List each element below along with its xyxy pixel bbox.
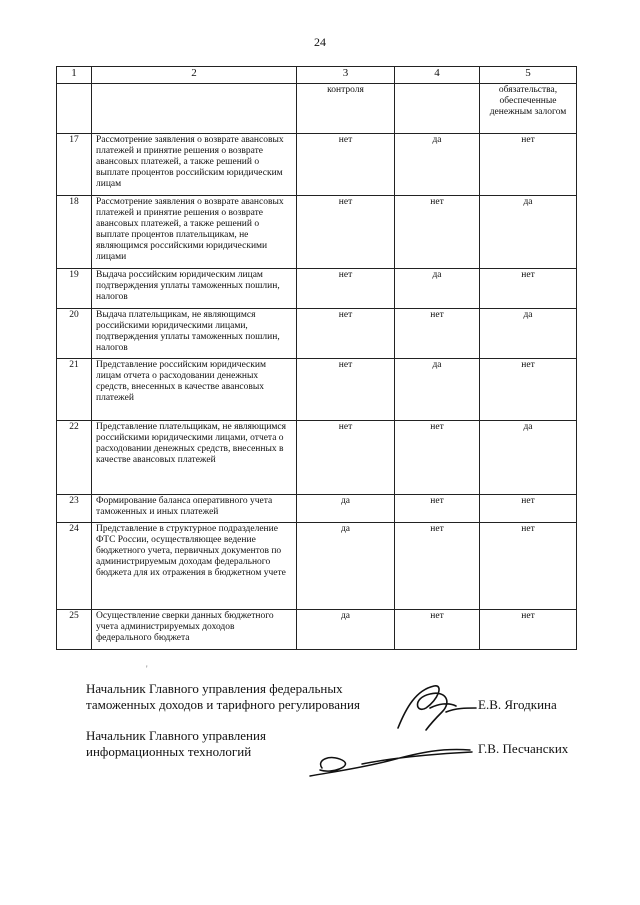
row-description: Рассмотрение заявления о возврате авансовых платежей и принятие решения о возврате авансовых платежей, а также решений о выплате процентов плательщикам, не являющимся российскими юридическими лицами (92, 196, 297, 269)
table-row (57, 421, 577, 495)
row-value-col5: нет (480, 359, 577, 421)
row-value-col4: да (395, 359, 480, 421)
signature-2-image (302, 738, 482, 783)
row-value-col5: да (480, 421, 577, 495)
signatory-1-title (86, 681, 360, 713)
row-description: Представление в структурное подразделение ФТС России, осуществляющее ведение бюджетного учета, первичных документов по администрируемым доходам федерального бюджета для их отражения в бюджетном учете (92, 523, 297, 610)
table-row (57, 309, 577, 359)
row-description: Рассмотрение заявления о возврате авансовых платежей и принятие решения о возврате авансовых платежей, а также решений о выплате процентов российским юридическим лицам (92, 134, 297, 196)
signatory-1-title-line1: Начальник Главного управления федеральных (86, 681, 343, 696)
signatory-2-title-line1: Начальник Главного управления (86, 728, 266, 743)
signatory-1-title-line2: таможенных доходов и тарифного регулирования (86, 697, 360, 712)
row-value-col4: нет (395, 309, 480, 359)
row-description: Представление плательщикам, не являющимся российскими юридическими лицами, отчета о расходовании денежных средств, внесенных в качестве авансовых платежей (92, 421, 297, 495)
signatory-1-name: Е.В. Ягодкина (478, 697, 557, 712)
row-value-col5: нет (480, 610, 577, 650)
header-cell: обязательства, обеспеченные денежным залогом (480, 84, 577, 134)
row-value-col3: нет (297, 134, 395, 196)
row-value-col5: да (480, 309, 577, 359)
row-value-col3: нет (297, 309, 395, 359)
table-row (57, 269, 577, 309)
table-row (57, 196, 577, 269)
row-number: 25 (57, 610, 92, 650)
column-number: 1 (57, 67, 92, 84)
row-number: 17 (57, 134, 92, 196)
header-cell (395, 84, 480, 134)
signatory-2-title (86, 728, 266, 760)
row-value-col3: нет (297, 196, 395, 269)
row-number: 24 (57, 523, 92, 610)
header-cell (92, 84, 297, 134)
row-number: 20 (57, 309, 92, 359)
row-value-col5: да (480, 196, 577, 269)
table-row (57, 134, 577, 196)
row-description: Формирование баланса оперативного учета таможенных и иных платежей (92, 495, 297, 523)
signature-1-image (386, 678, 486, 738)
row-number: 18 (57, 196, 92, 269)
row-number: 19 (57, 269, 92, 309)
column-number: 4 (395, 67, 480, 84)
column-number-row (57, 67, 577, 84)
row-number: 22 (57, 421, 92, 495)
column-number: 3 (297, 67, 395, 84)
signatory-2-name: Г.В. Песчанских (478, 741, 569, 756)
table-row (57, 523, 577, 610)
table-row (57, 495, 577, 523)
row-value-col5: нет (480, 134, 577, 196)
row-value-col4: нет (395, 421, 480, 495)
row-value-col3: нет (297, 359, 395, 421)
row-value-col4: да (395, 134, 480, 196)
row-value-col4: нет (395, 523, 480, 610)
margin-tick-mark: ' (146, 664, 148, 674)
row-value-col4: нет (395, 495, 480, 523)
row-value-col3: да (297, 523, 395, 610)
row-value-col4: нет (395, 610, 480, 650)
row-value-col3: да (297, 610, 395, 650)
row-value-col4: да (395, 269, 480, 309)
header-continuation-row (57, 84, 577, 134)
row-description: Выдача плательщикам, не являющимся российскими юридическими лицами, подтверждения уплаты таможенных пошлин, налогов (92, 309, 297, 359)
row-value-col5: нет (480, 269, 577, 309)
row-value-col3: да (297, 495, 395, 523)
row-value-col3: нет (297, 421, 395, 495)
column-number: 2 (92, 67, 297, 84)
row-value-col3: нет (297, 269, 395, 309)
row-description: Представление российским юридическим лицам отчета о расходовании денежных средств, внесенных в качестве авансовых платежей (92, 359, 297, 421)
functions-table (56, 66, 577, 650)
row-value-col5: нет (480, 523, 577, 610)
header-cell: контроля (297, 84, 395, 134)
row-description: Осуществление сверки данных бюджетного учета администрируемых доходов федерального бюджета (92, 610, 297, 650)
row-number: 21 (57, 359, 92, 421)
table-row (57, 610, 577, 650)
row-value-col5: нет (480, 495, 577, 523)
row-number: 23 (57, 495, 92, 523)
table-row (57, 359, 577, 421)
signatory-2-title-line2: информационных технологий (86, 744, 252, 759)
row-description: Выдача российским юридическим лицам подтверждения уплаты таможенных пошлин, налогов (92, 269, 297, 309)
page-number: 24 (314, 35, 326, 49)
header-cell (57, 84, 92, 134)
column-number: 5 (480, 67, 577, 84)
row-value-col4: нет (395, 196, 480, 269)
